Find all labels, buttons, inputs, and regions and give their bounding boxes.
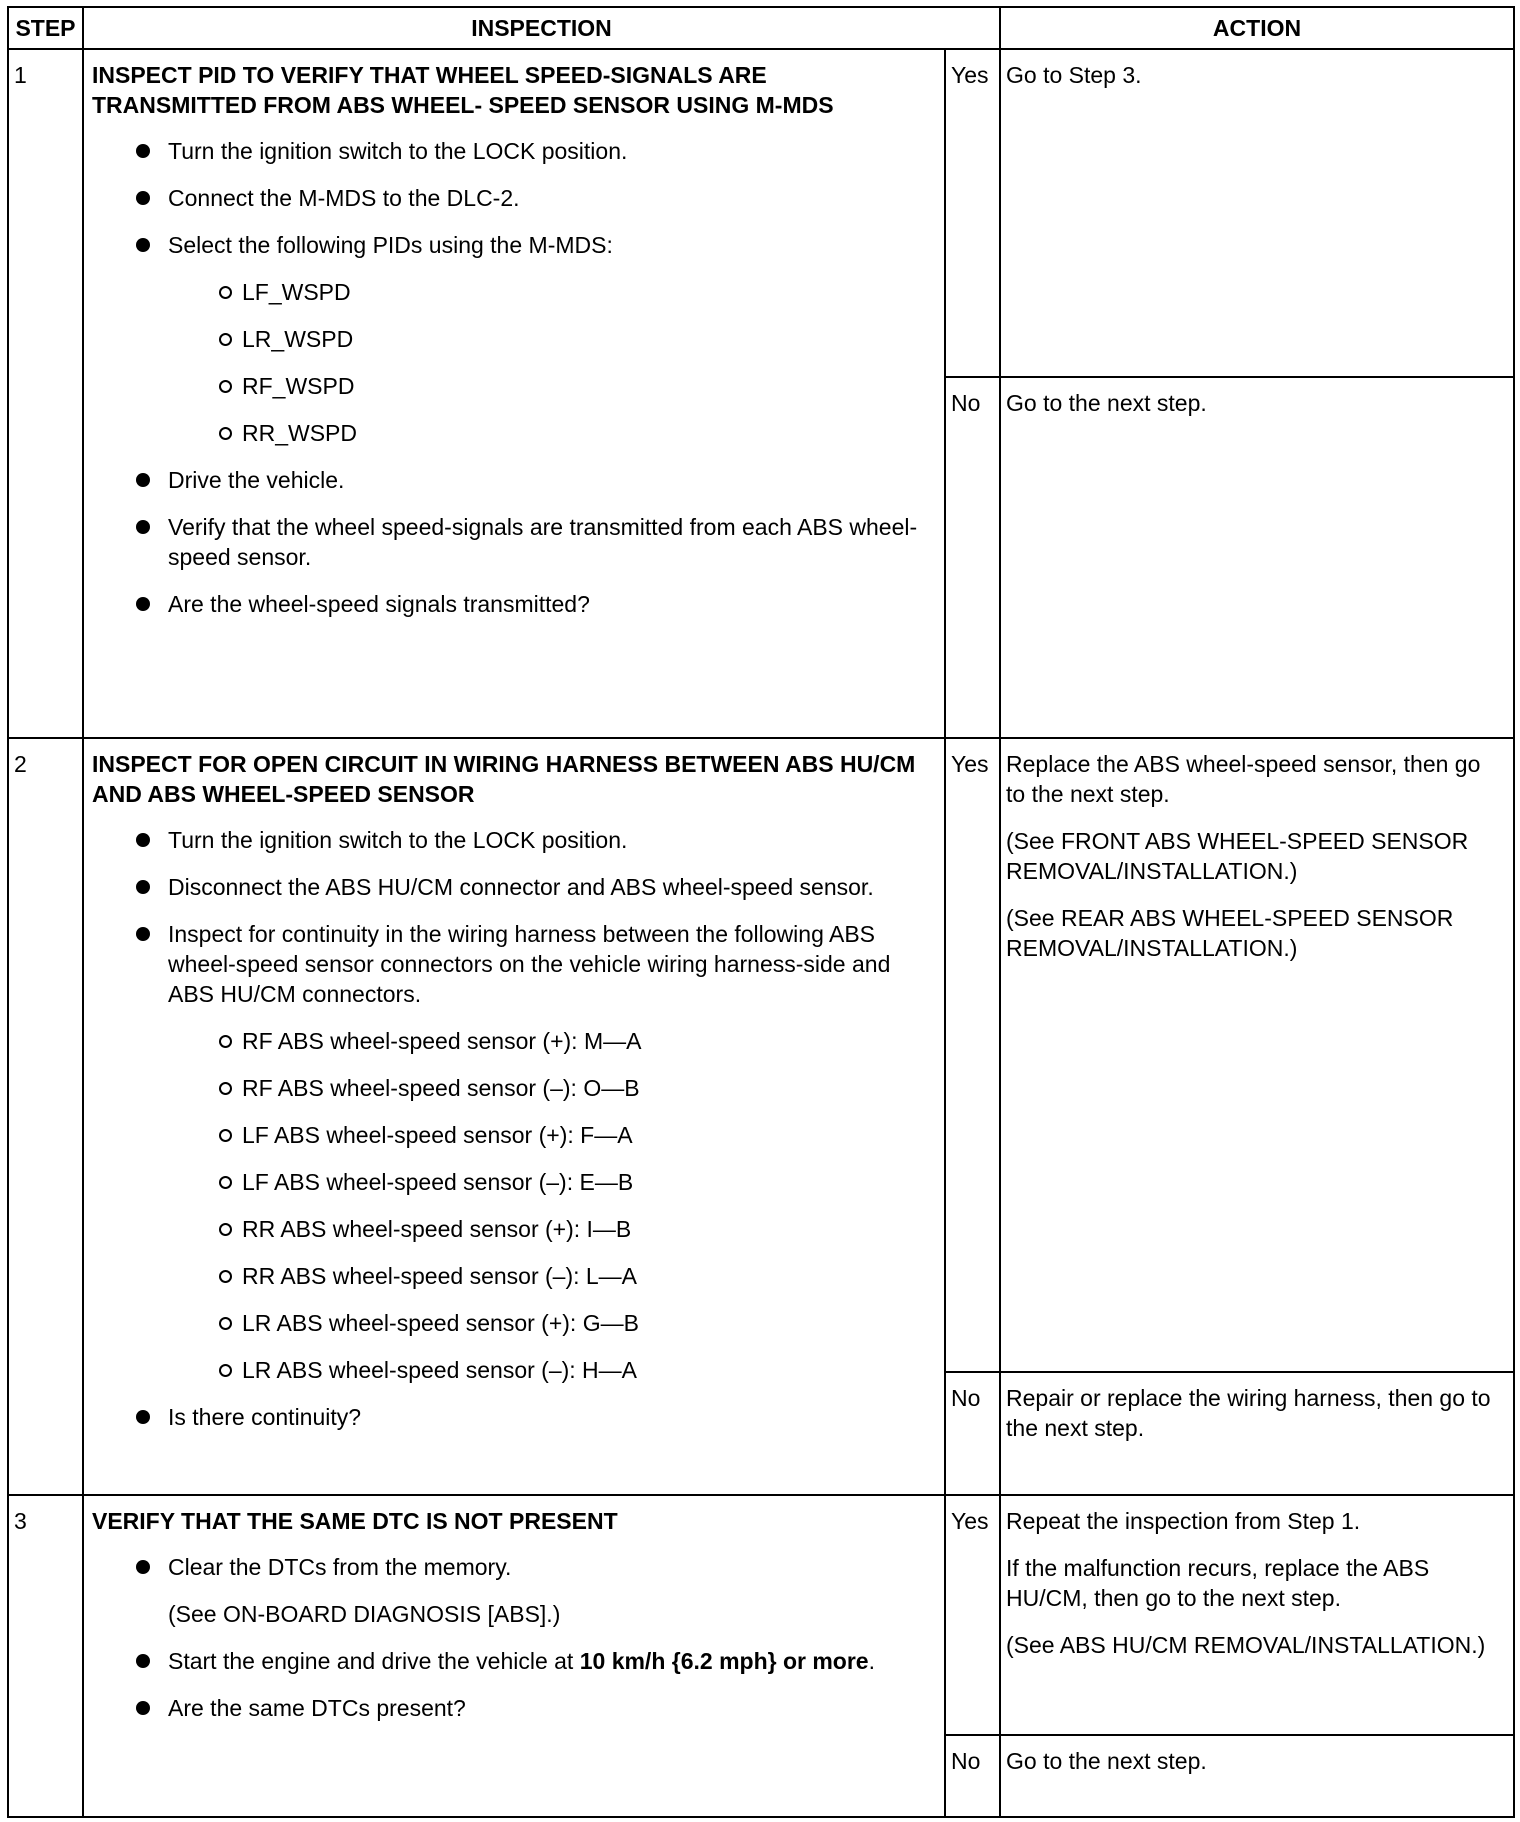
step2-no-label: No [945, 1372, 1000, 1495]
bullet-icon [136, 833, 150, 847]
step2-title: INSPECT FOR OPEN CIRCUIT IN WIRING HARNESS BETWEEN ABS HU/CM AND ABS WHEEL-SPEED SENSOR [92, 750, 916, 807]
step3-title: VERIFY THAT THE SAME DTC IS NOT PRESENT [92, 1508, 618, 1535]
circle-bullet-icon [219, 1364, 232, 1377]
circle-bullet-icon [219, 1317, 232, 1330]
step3-no-label: No [945, 1735, 1000, 1817]
circle-bullet-icon [219, 1223, 232, 1236]
step2-yes-action: Replace the ABS wheel-speed sensor, then go to the next step. (See FRONT ABS WHEEL-SPEED SENSOR REMOVAL/INSTALLATION.) (See REAR ABS WHEEL-SPEED SENSOR REMOVAL/INSTALLATION.) [1000, 738, 1514, 1372]
step3-yes-label: Yes [945, 1495, 1000, 1735]
continuity-item: LF ABS wheel-speed sensor (+): F—A [168, 1120, 932, 1150]
step1-row-yes [8, 49, 1514, 377]
bullet-icon [136, 1410, 150, 1424]
step2-bullet-list [92, 825, 932, 1432]
list-item: Disconnect the ABS HU/CM connector and ABS wheel-speed sensor. [92, 872, 932, 902]
list-item: Connect the M-MDS to the DLC-2. [92, 183, 932, 213]
step1-number: 1 [8, 49, 83, 738]
step1-title: INSPECT PID TO VERIFY THAT WHEEL SPEED-SIGNALS ARE TRANSMITTED FROM ABS WHEEL- SPEED SENSOR USING M-MDS [92, 62, 834, 118]
continuity-item: LF ABS wheel-speed sensor (–): E—B [168, 1167, 932, 1197]
bullet-icon [136, 880, 150, 894]
circle-bullet-icon [219, 1129, 232, 1142]
step3-yes-action: Repeat the inspection from Step 1. If the malfunction recurs, replace the ABS HU/CM, then go to the next step. (See ABS HU/CM REMOVAL/INSTALLATION.) [1000, 1495, 1514, 1735]
list-item: Is there continuity? [92, 1402, 932, 1432]
circle-bullet-icon [219, 286, 232, 299]
header-step: STEP [8, 7, 83, 49]
pid-item: LR_WSPD [168, 324, 932, 354]
bullet-icon [136, 144, 150, 158]
step1-yes-action: Go to Step 3. [1000, 49, 1514, 377]
bullet-icon [136, 1560, 150, 1574]
continuity-item: LR ABS wheel-speed sensor (–): H—A [168, 1355, 932, 1385]
continuity-item: RF ABS wheel-speed sensor (+): M—A [168, 1026, 932, 1056]
header-action: ACTION [1000, 7, 1514, 49]
circle-bullet-icon [219, 333, 232, 346]
list-item: Verify that the wheel speed-signals are transmitted from each ABS wheel-speed sensor. [92, 512, 932, 572]
header-inspection: INSPECTION [83, 7, 1000, 49]
circle-bullet-icon [219, 1270, 232, 1283]
step2-inspection [83, 738, 945, 1495]
circle-bullet-icon [219, 1035, 232, 1048]
list-item: Are the same DTCs present? [92, 1693, 932, 1723]
circle-bullet-icon [219, 427, 232, 440]
step3-bullet-list [92, 1552, 932, 1723]
continuity-item: RR ABS wheel-speed sensor (+): I—B [168, 1214, 932, 1244]
continuity-item: LR ABS wheel-speed sensor (+): G—B [168, 1308, 932, 1338]
bullet-icon [136, 520, 150, 534]
list-item: Are the wheel-speed signals transmitted? [92, 589, 932, 619]
pid-item: RR_WSPD [168, 418, 932, 448]
speed-value: 10 km/h {6.2 mph} or more [579, 1648, 869, 1675]
step2-row-yes [8, 738, 1514, 1372]
continuity-item: RR ABS wheel-speed sensor (–): L—A [168, 1261, 932, 1291]
circle-bullet-icon [219, 1176, 232, 1189]
bullet-icon [136, 238, 150, 252]
step2-no-action: Repair or replace the wiring harness, then go to the next step. [1000, 1372, 1514, 1495]
pid-item: RF_WSPD [168, 371, 932, 401]
step2-number: 2 [8, 738, 83, 1495]
list-item: Turn the ignition switch to the LOCK position. [92, 136, 932, 166]
list-item: Select the following PIDs using the M-MDS: LF_WSPD LR_WSPD RF_WSPD RR_WSPD [92, 230, 932, 448]
step3-inspection [83, 1495, 945, 1817]
bullet-icon [136, 191, 150, 205]
header-row [8, 7, 1514, 49]
step3-number: 3 [8, 1495, 83, 1817]
step2-continuity-list [168, 1026, 932, 1385]
bullet-icon [136, 1701, 150, 1715]
list-item: Turn the ignition switch to the LOCK position. [92, 825, 932, 855]
list-item: Drive the vehicle. [92, 465, 932, 495]
list-item: Inspect for continuity in the wiring harness between the following ABS wheel-speed sensor connectors on the vehicle wiring harness-side and ABS HU/CM connectors. RF ABS wheel-speed sensor (+): M—A RF ABS wheel-speed sensor (–): O—B LF ABS wheel-speed sensor (+): F—A LF ABS wheel-speed sensor (–): E—B RR ABS wheel-speed sensor (+): I—B RR ABS wheel-speed sensor (–): L—A LR ABS wheel-speed sensor (+): G—B LR ABS wheel-speed sensor (–): H—A [92, 919, 932, 1385]
step1-no-label: No [945, 377, 1000, 738]
pid-item: LF_WSPD [168, 277, 932, 307]
circle-bullet-icon [219, 1082, 232, 1095]
bullet-icon [136, 597, 150, 611]
step1-bullet-list [92, 136, 932, 619]
diagnostic-table [7, 6, 1515, 1818]
continuity-item: RF ABS wheel-speed sensor (–): O—B [168, 1073, 932, 1103]
step2-yes-label: Yes [945, 738, 1000, 1372]
step3-row-yes [8, 1495, 1514, 1735]
step1-yes-label: Yes [945, 49, 1000, 377]
circle-bullet-icon [219, 380, 232, 393]
list-item: Start the engine and drive the vehicle at 10 km/h {6.2 mph} or more. [92, 1646, 932, 1676]
step3-reference-note: (See ON-BOARD DIAGNOSIS [ABS].) [168, 1601, 561, 1628]
step1-no-action: Go to the next step. [1000, 377, 1514, 738]
step1-inspection [83, 49, 945, 738]
step1-pid-list [168, 277, 932, 448]
list-item: Clear the DTCs from the memory. (See ON-BOARD DIAGNOSIS [ABS].) [92, 1552, 932, 1629]
bullet-icon [136, 1654, 150, 1668]
bullet-icon [136, 927, 150, 941]
step3-no-action: Go to the next step. [1000, 1735, 1514, 1817]
bullet-icon [136, 473, 150, 487]
